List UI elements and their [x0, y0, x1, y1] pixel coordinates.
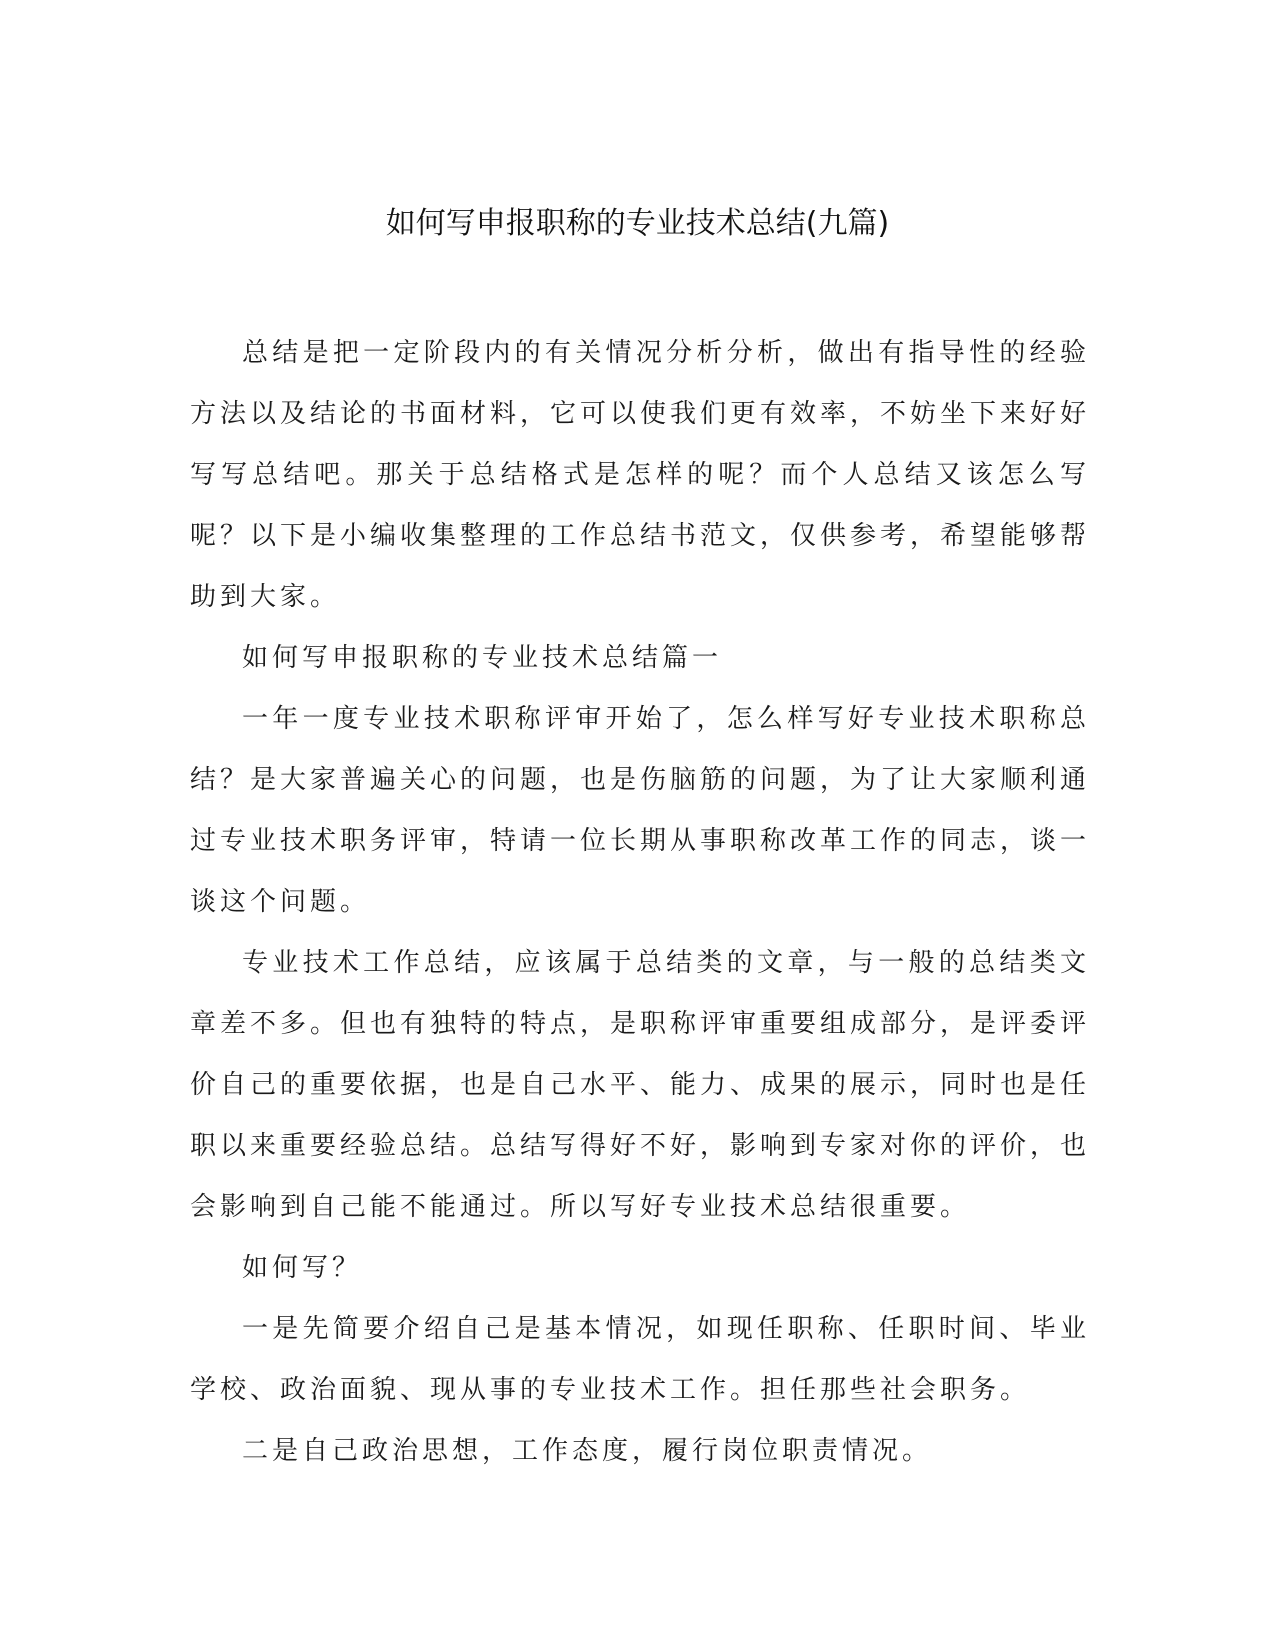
document-body	[190, 323, 1090, 1482]
paragraph-annual-review: 一年一度专业技术职称评审开始了，怎么样写好专业技术职称总结？是大家普遍关心的问题，也是伤脑筋的问题，为了让大家顺利通过专业技术职务评审，特请一位长期从事职称改革工作的同志，谈一谈这个问题。	[190, 704, 1091, 917]
paragraph-point-one: 一是先简要介绍自己是基本情况，如现任职称、任职时间、毕业学校、政治面貌、现从事的专业技术工作。担任那些社会职务。	[190, 1314, 1090, 1405]
paragraph-summary-nature: 专业技术工作总结，应该属于总结类的文章，与一般的总结类文章差不多。但也有独特的特点，是职称评审重要组成部分，是评委评价自己的重要依据，也是自己水平、能力、成果的展示，同时也是任职以来重要经验总结。总结写得好不好，影响到专家对你的评价，也会影响到自己能不能通过。所以写好专业技术总结很重要。	[190, 948, 1091, 1222]
document-title: 如何写申报职称的专业技术总结(九篇)	[385, 206, 890, 241]
section-heading-one: 如何写申报职称的专业技术总结篇一	[242, 643, 723, 673]
paragraph-intro: 总结是把一定阶段内的有关情况分析分析，做出有指导性的经验方法以及结论的书面材料，它可以使我们更有效率，不妨坐下来好好写写总结吧。那关于总结格式是怎样的呢？而个人总结又该怎么写呢？以下是小编收集整理的工作总结书范文，仅供参考，希望能够帮助到大家。	[190, 338, 1091, 612]
paragraph-point-two: 二是自己政治思想，工作态度，履行岗位职责情况。	[242, 1436, 933, 1466]
paragraph-how-to-write: 如何写？	[242, 1253, 363, 1283]
